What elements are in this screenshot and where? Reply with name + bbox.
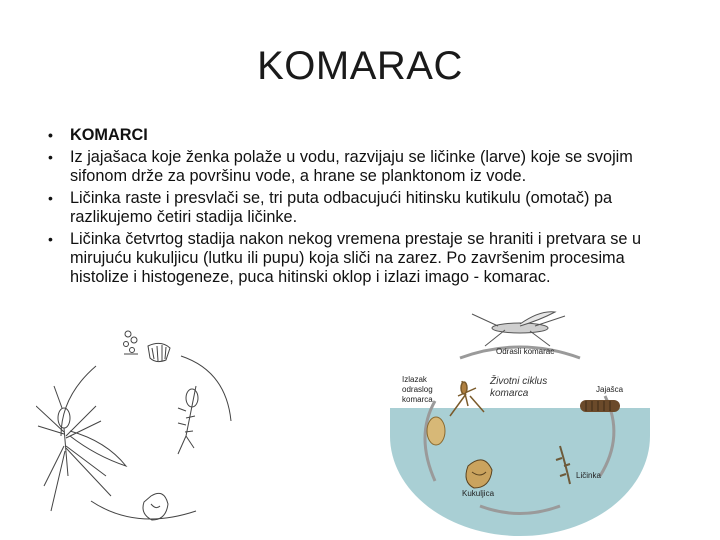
diagram-title-line2: komarca: [490, 388, 529, 399]
larva-sketch: [178, 386, 198, 454]
bullet-list: [48, 126, 688, 290]
page-title: KOMARAC: [257, 44, 463, 88]
eggs-label: Jajašca: [596, 385, 624, 394]
pupa-sketch: [143, 493, 168, 520]
emerging-label-line1: Izlazak: [402, 375, 427, 384]
emerging-label-line3: komarca: [402, 395, 433, 404]
pupa-icon-left: [427, 417, 445, 445]
bullet-item: • Ličinka raste i presvlači se, tri puta odbacujući hitinsku kutikulu (omotač) pa razlikujemo četiri stadija ličinke.: [48, 189, 688, 227]
adult-label: Odrasli komarac: [496, 347, 555, 356]
lifecycle-diagram: [380, 306, 660, 536]
adult-mosquito-icon: [472, 312, 565, 346]
bullet-item: • Iz jajašaca koje ženka polaže u vodu, razvijaju se ličinke (larve) koje se svojim sifonom drže za površinu vode, a hrane se planktonom iz vode.: [48, 148, 688, 186]
larva-label: Ličinka: [576, 471, 601, 480]
bullet-item: • Ličinka četvrtog stadija nakon nekog vremena prestaje se hraniti i pretvara se u mirujuću kukuljicu (lutku ili pupu) koja sliči na zarez. Po završenim procesima histolize i histogeneze, puca hitinski oklop i izlazi imago - komarac.: [48, 230, 688, 287]
adult-mosquito-sketch: [36, 386, 126, 511]
pupa-label: Kukuljica: [462, 489, 495, 498]
eggs-icon: [580, 400, 620, 412]
emerging-label-line2: odraslog: [402, 385, 433, 394]
cycle-arc-right: [181, 356, 231, 421]
egg-raft-sketch: [148, 343, 170, 361]
egg-cluster-sketch: [124, 331, 139, 354]
lifecycle-sketch: [36, 326, 276, 536]
bullet-item: • KOMARCI: [48, 126, 688, 145]
diagram-title-line1: Životni ciklus: [490, 376, 548, 387]
